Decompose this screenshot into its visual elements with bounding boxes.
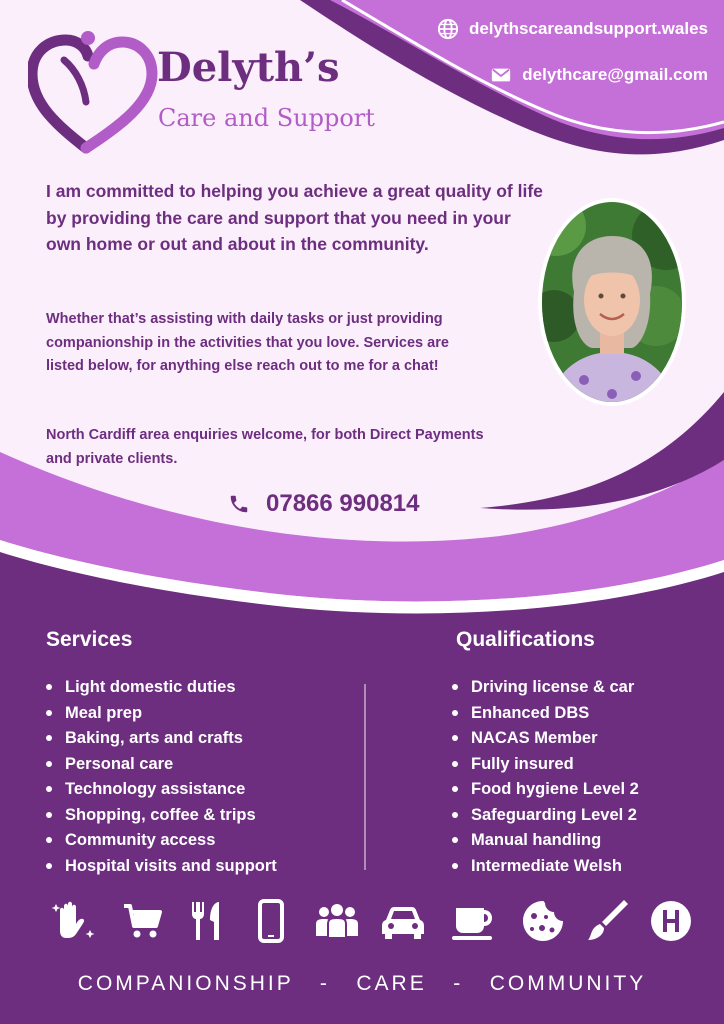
- qualifications-list: [452, 677, 639, 881]
- list-item: Manual handling: [452, 830, 639, 856]
- list-item: Fully insured: [452, 754, 639, 780]
- list-item: NACAS Member: [452, 728, 639, 754]
- caring-hand-icon: [50, 898, 96, 944]
- heart-logo: [28, 30, 158, 155]
- brand-name: Delyth’s: [157, 44, 340, 91]
- list-item: Enhanced DBS: [452, 703, 639, 729]
- list-item: Shopping, coffee & trips: [46, 805, 277, 831]
- cutlery-icon: [184, 898, 230, 944]
- paintbrush-icon: [584, 898, 630, 944]
- column-divider: [364, 684, 366, 870]
- list-item: Baking, arts and crafts: [46, 728, 277, 754]
- email-contact[interactable]: [490, 64, 708, 86]
- mobile-phone-icon: [248, 898, 294, 944]
- list-item: Personal care: [46, 754, 277, 780]
- intro-text: I am committed to helping you achieve a great quality of life by providing the care and support that you need in your own home or out and about in the community.: [46, 181, 543, 254]
- list-item: Food hygiene Level 2: [452, 779, 639, 805]
- phone-icon: [228, 493, 250, 515]
- list-item: Intermediate Welsh: [452, 856, 639, 882]
- list-item: Driving license & car: [452, 677, 639, 703]
- envelope-icon: [490, 64, 512, 86]
- qualifications-heading: Qualifications: [456, 628, 595, 651]
- coffee-cup-icon: [450, 898, 496, 944]
- car-icon: [380, 898, 426, 944]
- list-item: Light domestic duties: [46, 677, 277, 703]
- list-item: Technology assistance: [46, 779, 277, 805]
- list-item: Hospital visits and support: [46, 856, 277, 882]
- hospital-icon: [648, 898, 694, 944]
- list-item: Community access: [46, 830, 277, 856]
- website-link[interactable]: delythscareandsupport.wales: [468, 19, 708, 38]
- cookie-icon: [520, 898, 566, 944]
- brand-subtitle: Care and Support: [158, 104, 375, 132]
- group-icon: [314, 898, 360, 944]
- shopping-cart-icon: [120, 898, 166, 944]
- phone-contact[interactable]: [228, 490, 420, 518]
- service-icons-row: [46, 898, 696, 946]
- services-list: [46, 677, 277, 881]
- list-item: Safeguarding Level 2: [452, 805, 639, 831]
- profile-photo: [536, 196, 688, 408]
- website-contact[interactable]: [437, 18, 708, 40]
- services-heading: Services: [46, 628, 133, 651]
- area-description: North Cardiff area enquiries welcome, for both Direct Payments and private clients.: [46, 427, 484, 467]
- services-description: Whether that’s assisting with daily tasks or just providing companionship in the activities that you love. Services are listed below, for anything else reach out to me for a chat!: [46, 311, 449, 374]
- email-link[interactable]: delythcare@gmail.com: [522, 65, 708, 84]
- phone-number[interactable]: 07866 990814: [266, 490, 420, 517]
- globe-icon: [437, 18, 459, 40]
- footer-tagline: COMPANIONSHIP - CARE - COMMUNITY: [77, 972, 647, 995]
- list-item: Meal prep: [46, 703, 277, 729]
